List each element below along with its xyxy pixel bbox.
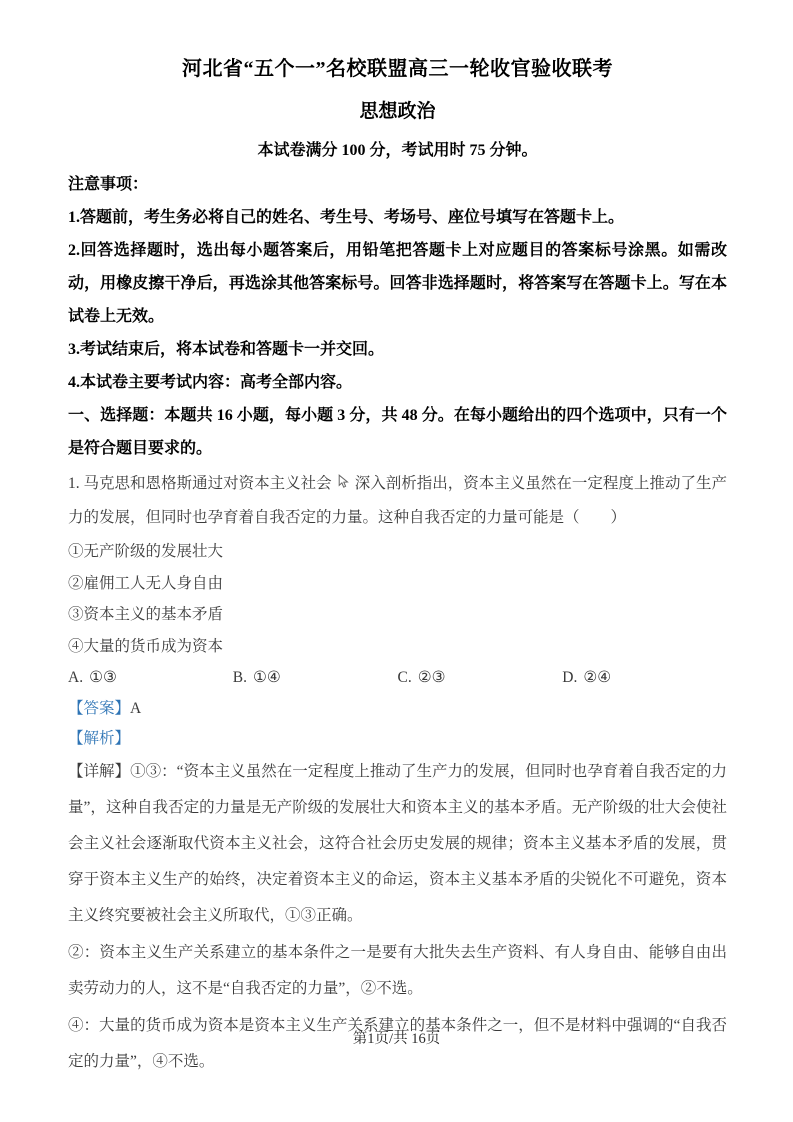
- statement-2: ②雇佣工人无人身自由: [68, 574, 224, 592]
- statement-1: ①无产阶级的发展壮大: [68, 543, 224, 560]
- choice-a-label: A.: [68, 669, 84, 686]
- choice-a-value: ①③: [89, 669, 117, 686]
- question-stem: [68, 467, 727, 534]
- choices-row: [68, 662, 727, 694]
- notice-item-3: 3.考试结束后，将本试卷和答题卡一并交回。: [68, 341, 385, 358]
- notices-heading: 注意事项：: [68, 176, 149, 193]
- explanation-paragraph-1: 【详解】①③：“资本主义虽然在一定程度上推动了生产力的发展，但同时也孕育着自我否定的力量”，这种自我否定的力量是无产阶级的发展壮大和资本主义的基本矛盾。无产阶级的壮大会使社会主义社会逐渐取代资本主义社会，这符合社会历史发展的规律；资本主义基本矛盾的发展，贯穿于资本主义生产的始终，决定着资本主义的命运，资本主义基本矛盾的尖锐化不可避免，资本主义终究要被社会主义所取代，①③正确。: [68, 762, 727, 924]
- answer-label: 【答案】: [68, 699, 131, 717]
- answer-line: [68, 694, 727, 724]
- question-stem-part1: 1. 马克思和恩格斯通过对资本主义社会: [68, 475, 332, 492]
- question-1-block: [68, 467, 727, 1080]
- exam-info-line: 本试卷满分 100 分，考试用时 75 分钟。: [257, 142, 538, 159]
- notices-block: [68, 168, 727, 399]
- notice-item-4: 4.本试卷主要考试内容：高考全部内容。: [68, 374, 353, 391]
- page-title: 河北省“五个一”名校联盟高三一轮收官验收联考: [182, 58, 613, 80]
- choice-b: [233, 662, 398, 694]
- statement-3: ③资本主义的基本矛盾: [68, 606, 224, 623]
- choice-d-label: D.: [562, 669, 578, 686]
- choice-c-value: ②③: [417, 669, 446, 686]
- choice-c-label: C.: [397, 669, 412, 686]
- statement-4: ④大量的货币成为资本: [68, 637, 224, 655]
- analysis-label: 【解析】: [68, 729, 131, 747]
- mouse-cursor-icon: [337, 468, 349, 501]
- question-stem-part2: 深入剖析指出，资本主义虽然在一定程度上推动了生产力的发展，但同时也孕育着自我否定的力量。这种自我否定的力量可能是（ ）: [68, 475, 727, 526]
- explanation-paragraph-2: ②：资本主义生产关系建立的基本条件之一是要有大批失去生产资料、有人身自由、能够自由出卖劳动力的人，这不是“自我否定的力量”，②不选。: [68, 943, 727, 997]
- page-subtitle: 思想政治: [359, 101, 436, 122]
- choice-d-value: ②④: [583, 669, 612, 686]
- answer-value: A: [130, 699, 142, 717]
- explanation-paragraph-3: ④：大量的货币成为资本是资本主义生产关系建立的基本条件之一，但不是材料中强调的“自我否定的力量”，④不选。: [68, 1016, 727, 1070]
- choice-c: [398, 662, 563, 694]
- choice-b-label: B.: [232, 669, 247, 686]
- choice-d: [562, 662, 727, 694]
- choice-a: [68, 662, 233, 694]
- notice-item-2: 2.回答选择题时，选出每小题答案后，用铅笔把答题卡上对应题目的答案标号涂黑。如需改动，用橡皮擦干净后，再选涂其他答案标号。回答非选择题时，将答案写在答题卡上。写在本试卷上无效。: [68, 242, 727, 325]
- page-number-footer: 第1页/共 16页: [352, 1031, 441, 1047]
- section-heading: 一、选择题：本题共 16 小题，每小题 3 分，共 48 分。在每小题给出的四个选项中，只有一个是符合题目要求的。: [68, 407, 727, 457]
- analysis-line: [68, 724, 727, 754]
- notice-item-1: 1.答题前，考生务必将自己的姓名、考生号、考场号、座位号填写在答题卡上。: [68, 209, 625, 226]
- choice-b-value: ①④: [252, 669, 281, 686]
